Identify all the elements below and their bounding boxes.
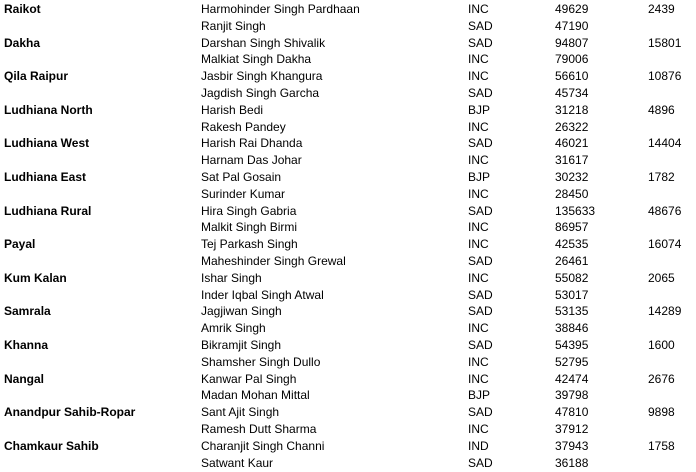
- party-name: INC: [468, 321, 489, 336]
- winning-margin: 14289: [648, 304, 682, 319]
- party-name: INC: [468, 354, 489, 369]
- vote-count: 42535: [555, 237, 589, 252]
- vote-count: 79006: [555, 52, 589, 67]
- constituency-name: Qila Raipur: [4, 69, 69, 84]
- candidate-name: Madan Mohan Mittal: [201, 388, 310, 403]
- candidate-name: Harmohinder Singh Pardhaan: [201, 2, 360, 16]
- winning-margin: 48676: [648, 203, 682, 218]
- party-name: SAD: [468, 18, 493, 33]
- vote-count: 28450: [555, 186, 589, 201]
- party-name: INC: [468, 153, 489, 168]
- candidate-name: Darshan Singh Shivalik: [201, 35, 326, 50]
- winning-margin: 14404: [648, 136, 682, 151]
- candidate-name: Amrik Singh: [201, 321, 266, 336]
- candidate-name: Inder Iqbal Singh Atwal: [201, 287, 324, 302]
- vote-count: 46021: [555, 136, 589, 151]
- party-name: SAD: [468, 455, 493, 470]
- vote-count: 56610: [555, 69, 589, 84]
- winning-margin: 4896: [648, 102, 675, 117]
- constituency-name: Ludhiana North: [4, 102, 93, 117]
- candidate-name: Satwant Kaur: [201, 455, 274, 470]
- constituency-name: Payal: [4, 237, 36, 252]
- party-name: SAD: [468, 287, 493, 302]
- candidate-name: Rakesh Pandey: [201, 119, 286, 134]
- constituency-name: Khanna: [4, 338, 49, 352]
- party-name: INC: [468, 237, 489, 252]
- table-row: [0, 152, 696, 169]
- winning-margin: 2065: [648, 270, 675, 285]
- constituency-name: Ludhiana Rural: [4, 203, 92, 218]
- vote-count: 42474: [555, 371, 589, 386]
- vote-count: 55082: [555, 270, 589, 285]
- table-row: [0, 421, 696, 438]
- table-row: [0, 455, 696, 472]
- candidate-name: Sant Ajit Singh: [201, 405, 280, 420]
- party-name: IND: [468, 438, 489, 453]
- winning-margin: 15801: [648, 35, 682, 50]
- party-name: SAD: [468, 338, 493, 352]
- candidate-name: Harish Bedi: [201, 102, 264, 117]
- party-name: BJP: [468, 102, 491, 117]
- table-row: [0, 287, 696, 304]
- party-name: BJP: [468, 170, 491, 184]
- winning-margin: 1782: [648, 170, 675, 184]
- table-row: [0, 371, 696, 388]
- candidate-name: Harnam Das Johar: [201, 153, 302, 168]
- party-name: INC: [468, 371, 489, 386]
- winning-margin: 10876: [648, 69, 682, 84]
- vote-count: 37912: [555, 422, 589, 436]
- vote-count: 54395: [555, 338, 589, 352]
- party-name: INC: [468, 270, 489, 285]
- candidate-name: Ranjit Singh: [201, 18, 266, 33]
- table-row: [0, 354, 696, 371]
- party-name: BJP: [468, 388, 491, 403]
- vote-count: 30232: [555, 170, 589, 184]
- constituency-name: Ludhiana East: [4, 170, 87, 184]
- winning-margin: 9898: [648, 405, 675, 420]
- candidate-name: Malkiat Singh Dakha: [201, 52, 312, 67]
- constituency-name: Samrala: [4, 304, 51, 319]
- candidate-name: Maheshinder Singh Grewal: [201, 254, 346, 268]
- table-row: [0, 18, 696, 35]
- table-row: [0, 236, 696, 253]
- candidate-name: Ishar Singh: [201, 270, 262, 285]
- candidate-name: Shamsher Singh Dullo: [201, 354, 321, 369]
- vote-count: 36188: [555, 455, 589, 470]
- candidate-name: Jagdish Singh Garcha: [201, 86, 320, 100]
- vote-count: 45734: [555, 86, 589, 100]
- vote-count: 135633: [555, 203, 596, 218]
- table-row: [0, 51, 696, 68]
- constituency-name: Kum Kalan: [4, 270, 67, 285]
- table-row: [0, 135, 696, 152]
- vote-count: 39798: [555, 388, 589, 403]
- winning-margin: 2676: [648, 371, 675, 386]
- table-row: [0, 85, 696, 102]
- table-row: [0, 186, 696, 203]
- vote-count: 86957: [555, 220, 589, 235]
- party-name: INC: [468, 52, 489, 67]
- table-row: [0, 203, 696, 220]
- candidate-name: Bikramjit Singh: [201, 338, 282, 352]
- constituency-name: Raikot: [4, 2, 41, 16]
- vote-count: 49629: [555, 2, 589, 16]
- candidate-name: Charanjit Singh Channi: [201, 438, 325, 453]
- party-name: INC: [468, 119, 489, 134]
- table-row: [0, 1, 696, 18]
- constituency-name: Anandpur Sahib-Ropar: [4, 405, 136, 420]
- vote-count: 47190: [555, 18, 589, 33]
- table-row: [0, 303, 696, 320]
- vote-count: 94807: [555, 35, 589, 50]
- candidate-name: Jasbir Singh Khangura: [201, 69, 323, 84]
- winning-margin: 1600: [648, 338, 675, 352]
- party-name: INC: [468, 220, 489, 235]
- candidate-name: Tej Parkash Singh: [201, 237, 298, 252]
- table-row: [0, 35, 696, 52]
- candidate-name: Surinder Kumar: [201, 186, 286, 201]
- candidate-name: Malkit Singh Birmi: [201, 220, 298, 235]
- party-name: SAD: [468, 304, 493, 319]
- table-row: [0, 438, 696, 455]
- table-row: [0, 169, 696, 186]
- winning-margin: 1758: [648, 438, 675, 453]
- party-name: INC: [468, 422, 489, 436]
- vote-count: 53135: [555, 304, 589, 319]
- vote-count: 52795: [555, 354, 589, 369]
- candidate-name: Jagjiwan Singh: [201, 304, 282, 319]
- party-name: SAD: [468, 254, 493, 268]
- party-name: SAD: [468, 35, 493, 50]
- party-name: SAD: [468, 136, 493, 151]
- vote-count: 26461: [555, 254, 589, 268]
- party-name: SAD: [468, 203, 493, 218]
- table-row: [0, 219, 696, 236]
- vote-count: 47810: [555, 405, 589, 420]
- table-row: [0, 102, 696, 119]
- table-row: [0, 68, 696, 85]
- constituency-name: Nangal: [4, 371, 45, 386]
- party-name: SAD: [468, 86, 493, 100]
- table-row: [0, 119, 696, 136]
- constituency-name: Ludhiana West: [4, 136, 90, 151]
- table-row: [0, 387, 696, 404]
- table-row: [0, 253, 696, 270]
- winning-margin: 16074: [648, 237, 682, 252]
- vote-count: 38846: [555, 321, 589, 336]
- vote-count: 26322: [555, 119, 589, 134]
- party-name: INC: [468, 69, 489, 84]
- table-row: [0, 320, 696, 337]
- candidate-name: Hira Singh Gabria: [201, 203, 297, 218]
- candidate-name: Kanwar Pal Singh: [201, 371, 297, 386]
- party-name: INC: [468, 186, 489, 201]
- constituency-name: Chamkaur Sahib: [4, 438, 99, 453]
- constituency-name: Dakha: [4, 35, 41, 50]
- candidate-name: Harish Rai Dhanda: [201, 136, 303, 151]
- table-row: [0, 404, 696, 421]
- party-name: INC: [468, 2, 489, 16]
- candidate-name: Ramesh Dutt Sharma: [201, 422, 317, 436]
- winning-margin: 2439: [648, 2, 675, 16]
- vote-count: 53017: [555, 287, 589, 302]
- vote-count: 31218: [555, 102, 589, 117]
- table-row: [0, 270, 696, 287]
- vote-count: 31617: [555, 153, 589, 168]
- table-row: [0, 337, 696, 354]
- party-name: SAD: [468, 405, 493, 420]
- candidate-name: Sat Pal Gosain: [201, 170, 282, 184]
- vote-count: 37943: [555, 438, 589, 453]
